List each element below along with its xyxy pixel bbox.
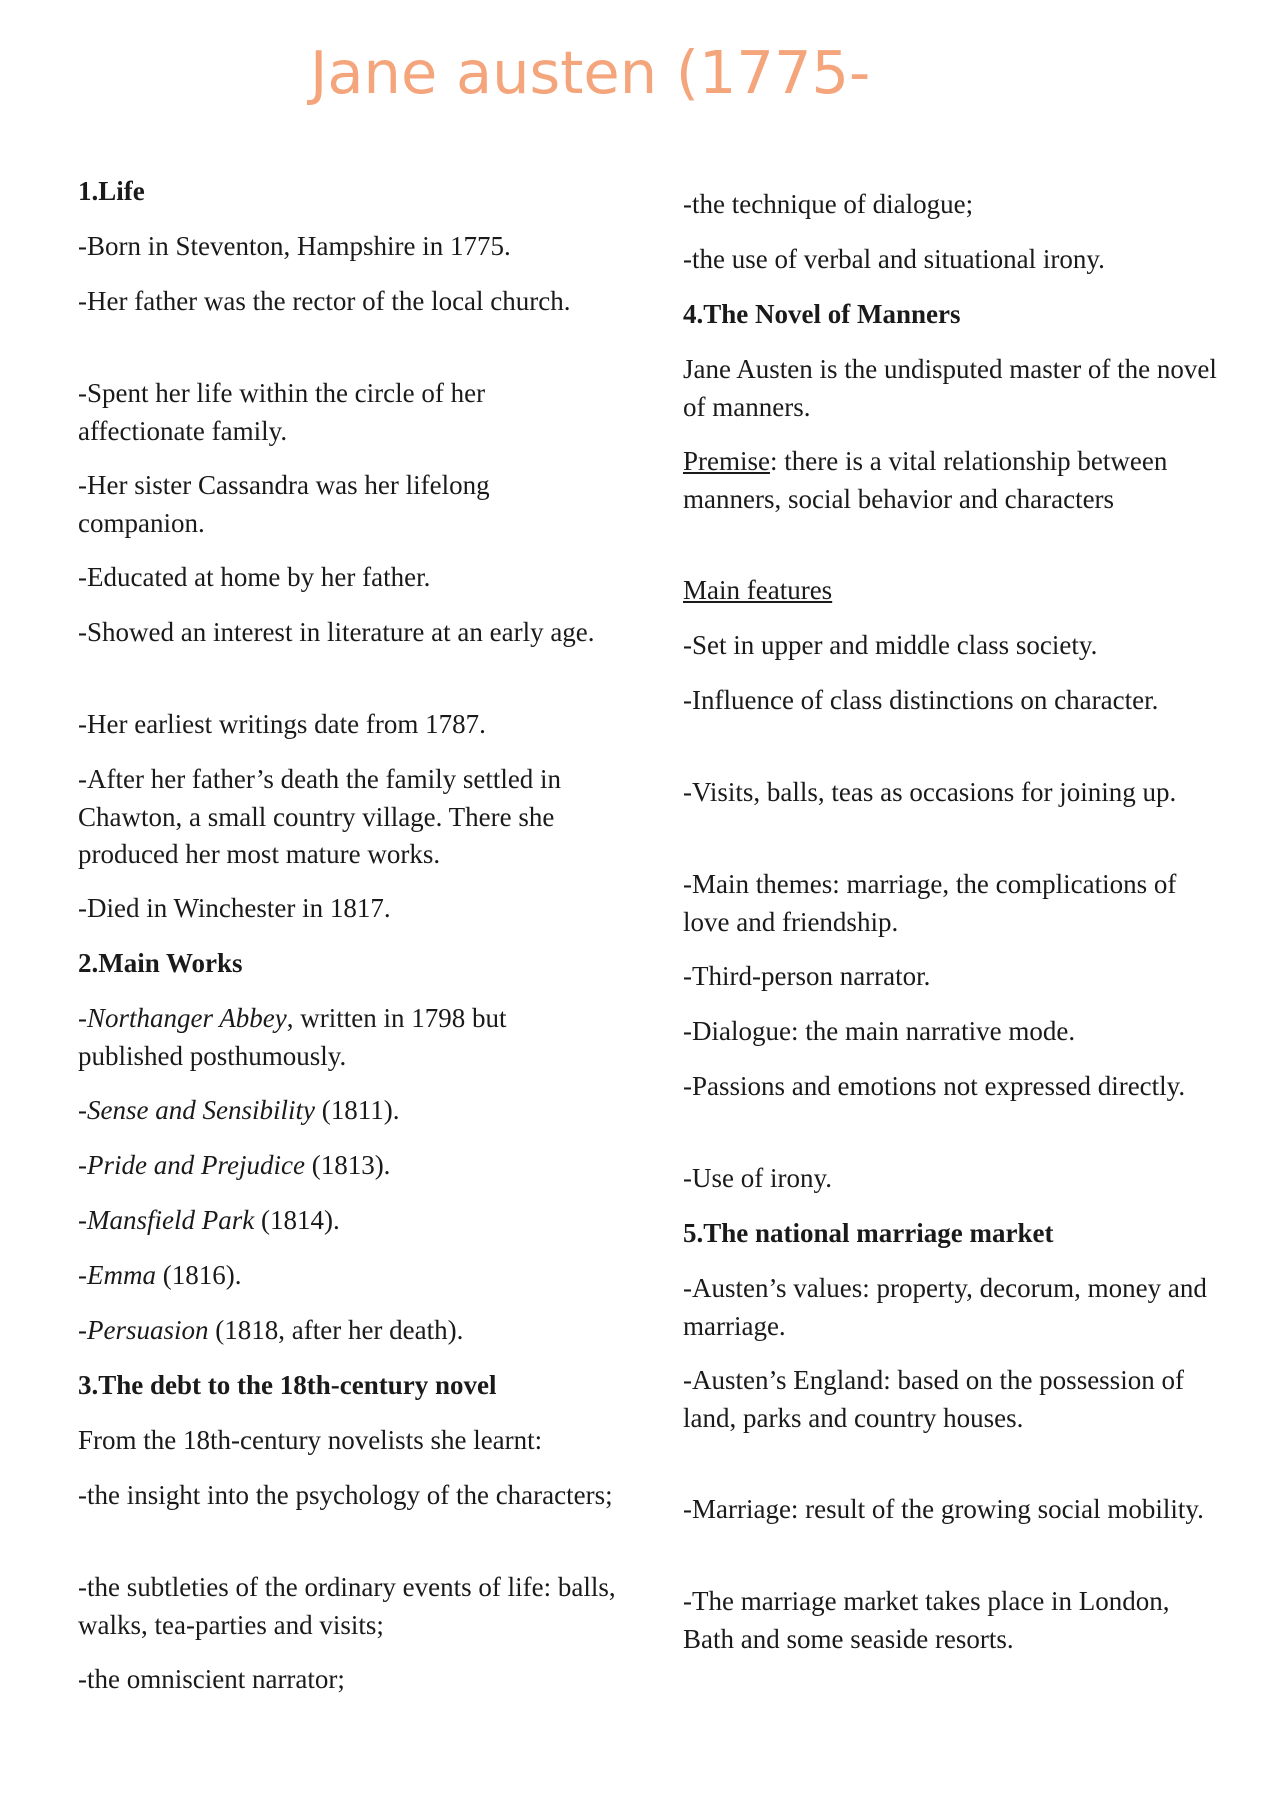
feature-item-8: -Use of irony. [683,1163,832,1193]
feature-item-4: -Main themes: marriage, the complications of love and friendship. [683,869,1177,937]
work-title: Northanger Abbey [87,1003,287,1033]
debt-item-5: -the use of verbal and situational irony. [683,244,1105,274]
work-title: Emma [87,1260,156,1290]
debt-intro: From the 18th-century novelists she learnt: [78,1425,543,1455]
work-detail: (1816). [156,1260,242,1290]
section-heading-life: 1.Life [78,176,145,206]
section-heading-debt: 3.The debt to the 18th-century novel [78,1370,497,1400]
work-item-1: -Northanger Abbey, written in 1798 but published posthumously. [78,1003,507,1071]
work-title: Persuasion [87,1315,209,1345]
feature-item-5: -Third-person narrator. [683,961,931,991]
debt-item-4: -the technique of dialogue; [683,189,974,219]
life-item-4: -Her sister Cassandra was her lifelong companion. [78,470,490,538]
debt-item-2: -the subtleties of the ordinary events of life: balls, walks, tea-parties and visits; [78,1572,616,1640]
marriage-item-2: -Austen’s England: based on the possession of land, parks and country houses. [683,1365,1184,1433]
debt-item-3: -the omniscient narrator; [78,1664,345,1694]
work-detail: (1811). [314,1095,400,1125]
life-item-9: -Died in Winchester in 1817. [78,893,391,923]
feature-item-2: -Influence of class distinctions on character. [683,685,1159,715]
work-detail: (1818, after her death). [208,1315,464,1345]
marriage-item-4: -The marriage market takes place in London, Bath and some seaside resorts. [683,1586,1170,1654]
section-heading-works: 2.Main Works [78,948,243,978]
page-title: Jane austen (1775- [310,38,871,107]
work-item-3: -Pride and Prejudice (1813). [78,1150,391,1180]
feature-item-7: -Passions and emotions not expressed directly. [683,1071,1186,1101]
work-title: Sense and Sensibility [87,1095,315,1125]
debt-item-1: -the insight into the psychology of the characters; [78,1480,613,1510]
features-label: Main features [683,575,833,605]
premise-label: Premise [683,446,770,476]
work-detail: (1813). [304,1150,391,1180]
work-item-4: -Mansfield Park (1814). [78,1205,340,1235]
work-detail: , written in 1798 but published posthumously. [78,1003,507,1071]
section-heading-marriage: 5.The national marriage market [683,1218,1054,1248]
work-item-6: -Persuasion (1818, after her death). [78,1315,464,1345]
work-item-5: -Emma (1816). [78,1260,242,1290]
premise-text: : there is a vital relationship between manners, social behavior and characters [683,446,1168,514]
life-item-3: -Spent her life within the circle of her affectionate family. [78,378,486,446]
work-title: Pride and Prejudice [87,1150,305,1180]
work-title: Mansfield Park [87,1205,255,1235]
feature-item-3: -Visits, balls, teas as occasions for joining up. [683,777,1177,807]
manners-premise [683,443,1223,518]
life-item-6: -Showed an interest in literature at an early age. [78,617,595,647]
life-item-7: -Her earliest writings date from 1787. [78,709,486,739]
work-detail: (1814). [254,1205,340,1235]
marriage-item-3: -Marriage: result of the growing social mobility. [683,1494,1204,1524]
feature-item-6: -Dialogue: the main narrative mode. [683,1016,1076,1046]
section-heading-manners: 4.The Novel of Manners [683,299,961,329]
life-item-5: -Educated at home by her father. [78,562,431,592]
life-item-1: -Born in Steventon, Hampshire in 1775. [78,231,511,261]
work-item-2: -Sense and Sensibility (1811). [78,1095,400,1125]
life-item-8: -After her father’s death the family settled in Chawton, a small country village. There she produced her most mature works. [78,764,562,869]
marriage-item-1: -Austen’s values: property, decorum, money and marriage. [683,1273,1207,1341]
manners-intro: Jane Austen is the undisputed master of the novel of manners. [683,354,1217,422]
feature-item-1: -Set in upper and middle class society. [683,630,1098,660]
life-item-2: -Her father was the rector of the local church. [78,286,571,316]
